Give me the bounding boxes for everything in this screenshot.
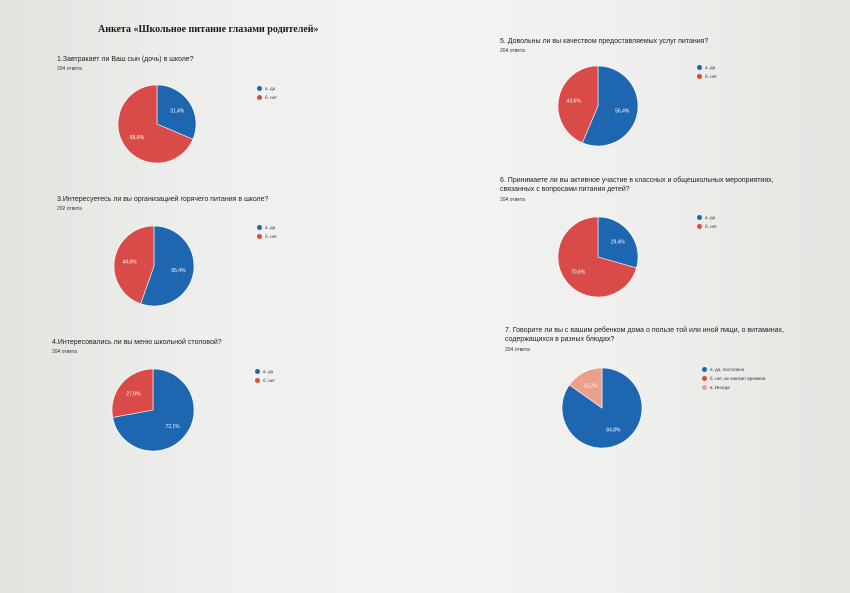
question-6-count: 204 ответа bbox=[500, 197, 525, 203]
legend-4 bbox=[255, 367, 275, 385]
question-7-count: 204 ответа bbox=[505, 347, 530, 353]
legend-swatch bbox=[257, 234, 262, 239]
slice-value-label: 56,4% bbox=[615, 108, 630, 115]
slice-value-label: 84,8% bbox=[606, 427, 621, 434]
legend-item bbox=[697, 72, 717, 81]
legend-swatch bbox=[255, 378, 260, 383]
legend-swatch bbox=[702, 367, 707, 372]
pie-chart-6 bbox=[557, 216, 639, 298]
legend-label: б. нет, не хватает времени bbox=[710, 376, 766, 381]
slice-value-label: 55,4% bbox=[171, 267, 186, 274]
legend-item bbox=[255, 367, 275, 376]
slice-value-label: 31,4% bbox=[170, 108, 185, 115]
slice-value-label: 72,1% bbox=[165, 423, 180, 430]
pie-chart-3 bbox=[113, 225, 195, 307]
question-5-count: 204 ответа bbox=[500, 48, 525, 54]
slice-value-label: 43,6% bbox=[566, 98, 581, 105]
legend-1 bbox=[257, 84, 277, 102]
question-6-title: 6. Принимаете ли вы активное участие в классных и общешкольных мероприятиях, связанных с вопросами питания детей? bbox=[500, 177, 774, 194]
legend-label: б. нет bbox=[265, 95, 277, 100]
legend-label: б. нет bbox=[265, 234, 277, 239]
question-5-title: 5. Довольны ли вы качеством предоставляемых услуг питания? bbox=[500, 38, 709, 45]
legend-swatch bbox=[697, 74, 702, 79]
legend-3 bbox=[257, 223, 277, 241]
pie-chart-4 bbox=[111, 368, 195, 452]
legend-swatch bbox=[697, 224, 702, 229]
legend-label: а. да bbox=[263, 369, 274, 374]
legend-label: а. да bbox=[265, 86, 276, 91]
question-7-title: 7. Говорите ли вы с вашим ребенком дома о пользе той или иной пищи, о витаминах, содержащихся в разных блюдах? bbox=[505, 327, 785, 344]
slice-value-label: 27,9% bbox=[126, 391, 141, 398]
question-3-count: 202 ответа bbox=[57, 206, 82, 212]
question-4-count: 204 ответа bbox=[52, 349, 77, 355]
legend-item bbox=[257, 84, 277, 93]
legend-label: а. да bbox=[705, 65, 716, 70]
legend-label: б. нет bbox=[705, 224, 717, 229]
legend-label: а. да, постоянно bbox=[710, 367, 745, 372]
legend-item bbox=[257, 93, 277, 102]
slice-value-label: 29,4% bbox=[610, 239, 625, 246]
pie-chart-7 bbox=[561, 367, 643, 449]
question-3-title: 3.Интересуетесь ли вы организацией горячего питания в школе? bbox=[57, 196, 269, 203]
legend-item bbox=[697, 222, 717, 231]
legend-swatch bbox=[257, 95, 262, 100]
legend-swatch bbox=[702, 385, 707, 390]
legend-6 bbox=[697, 213, 717, 231]
legend-label: а. да bbox=[705, 215, 716, 220]
legend-label: б. нет bbox=[705, 74, 717, 79]
legend-swatch bbox=[255, 369, 260, 374]
slice-value-label: 44,6% bbox=[122, 259, 137, 266]
legend-item bbox=[702, 365, 765, 374]
legend-item bbox=[257, 232, 277, 241]
slice-value-label: 15,2% bbox=[583, 383, 598, 390]
legend-swatch bbox=[257, 225, 262, 230]
legend-item bbox=[255, 376, 275, 385]
legend-label: в. Иногда bbox=[710, 385, 730, 390]
legend-item bbox=[702, 383, 765, 392]
page-title: Анкета «Школьное питание глазами родителей» bbox=[98, 24, 319, 35]
question-1-title: 1.Завтракает ли Ваш сын (дочь) в школе? bbox=[57, 56, 194, 63]
pie-chart-1 bbox=[117, 84, 197, 164]
legend-item bbox=[702, 374, 765, 383]
slice-value-label: 68,6% bbox=[129, 134, 144, 141]
legend-swatch bbox=[697, 65, 702, 70]
legend-7 bbox=[702, 365, 765, 392]
pie-chart-5 bbox=[557, 65, 639, 147]
legend-label: б. нет bbox=[263, 378, 275, 383]
legend-swatch bbox=[257, 86, 262, 91]
legend-swatch bbox=[702, 376, 707, 381]
legend-item bbox=[697, 63, 717, 72]
legend-item bbox=[257, 223, 277, 232]
slice-value-label: 70,6% bbox=[571, 269, 586, 276]
question-4-title: 4.Интересовались ли вы меню школьной столовой? bbox=[52, 339, 222, 346]
legend-5 bbox=[697, 63, 717, 81]
legend-label: а. да bbox=[265, 225, 276, 230]
legend-item bbox=[697, 213, 717, 222]
legend-swatch bbox=[697, 215, 702, 220]
question-1-count: 204 ответа bbox=[57, 66, 82, 72]
